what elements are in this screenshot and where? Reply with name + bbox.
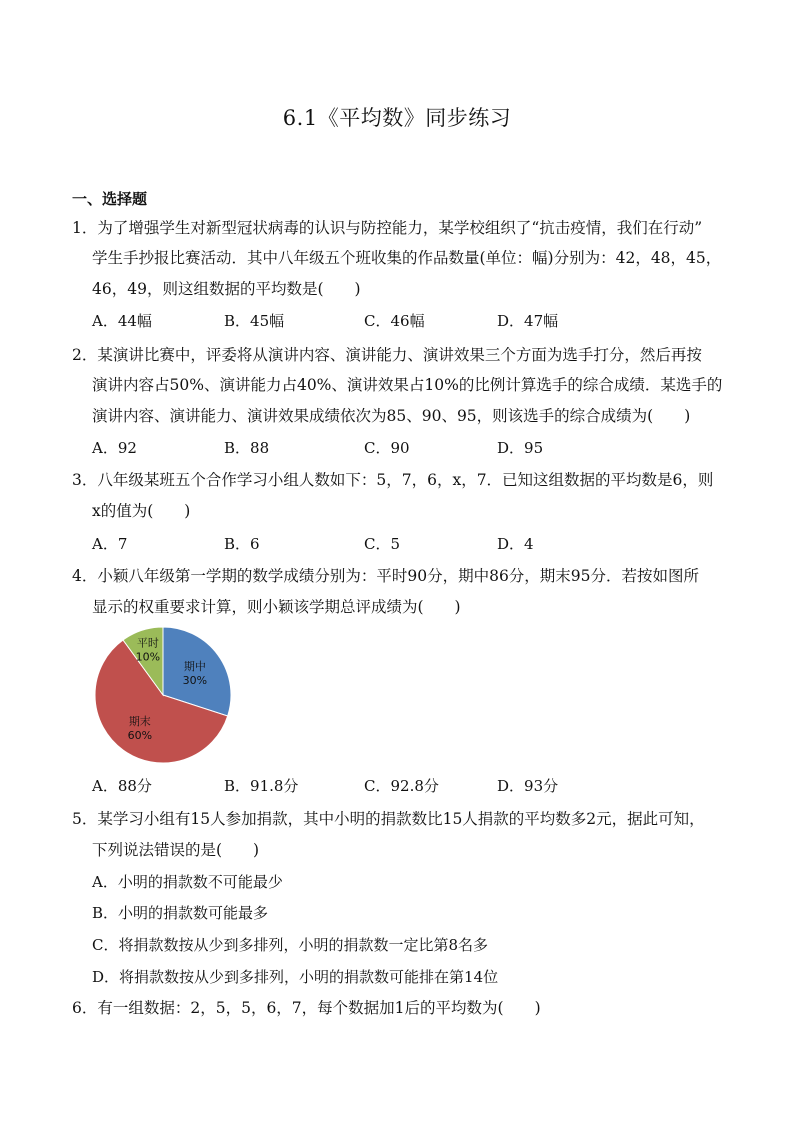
question-2-option-d: D．95 xyxy=(497,439,544,457)
question-1-option-a: A．44幅 xyxy=(92,312,152,330)
question-4-option-c: C．92.8分 xyxy=(364,777,439,795)
weight-pie-chart xyxy=(92,624,234,766)
pie-slice-label: 期中 xyxy=(183,659,206,673)
question-2-option-b: B．88 xyxy=(224,439,270,457)
pie-slice-label: 期末 xyxy=(128,714,151,728)
question-3-option-a: A．7 xyxy=(92,535,128,553)
question-1-line-1: 1．为了增强学生对新型冠状病毒的认识与防控能力，某学校组织了“抗击疫情，我们在行动” xyxy=(72,219,703,237)
question-5-option-a: A．小明的捐款数不可能最少 xyxy=(92,873,283,891)
question-4-line-2: 显示的权重要求计算，则小颖该学期总评成绩为( ) xyxy=(92,598,461,616)
pie-slice-percent: 10% xyxy=(135,650,161,664)
page-title: 6.1《平均数》同步练习 xyxy=(282,106,512,130)
question-1-line-2: 学生手抄报比赛活动．其中八年级五个班收集的作品数量(单位：幅)分别为：42，48，45， xyxy=(92,249,722,267)
question-3-option-d: D．4 xyxy=(497,535,534,553)
question-6-line-1: 6．有一组数据：2，5，5，6，7，每个数据加1后的平均数为( ) xyxy=(72,999,541,1017)
question-2-line-2: 演讲内容占50%、演讲能力占40%、演讲效果占10%的比例计算选手的综合成绩．某选手的 xyxy=(92,376,723,394)
question-4-option-d: D．93分 xyxy=(497,777,559,795)
question-3-line-2: x的值为( ) xyxy=(92,502,191,520)
question-4-option-b: B．91.8分 xyxy=(224,777,299,795)
question-5-option-b: B．小明的捐款数可能最多 xyxy=(92,904,269,922)
pie-slice-percent: 30% xyxy=(182,673,208,687)
question-5-option-d: D．将捐款数按从少到多排列，小明的捐款数可能排在第14位 xyxy=(92,968,499,986)
question-3-option-c: C．5 xyxy=(364,535,401,553)
question-1-line-3: 46，49，则这组数据的平均数是( ) xyxy=(92,280,361,298)
question-2-line-1: 2．某演讲比赛中，评委将从演讲内容、演讲能力、演讲效果三个方面为选手打分，然后再按 xyxy=(72,346,702,364)
question-2-option-a: A．92 xyxy=(92,439,137,457)
question-1-option-d: D．47幅 xyxy=(497,312,559,330)
question-4-option-a: A．88分 xyxy=(92,777,152,795)
question-2-line-3: 演讲内容、演讲能力、演讲效果成绩依次为85、90、95，则该选手的综合成绩为( ) xyxy=(92,407,691,425)
question-5-option-c: C．将捐款数按从少到多排列，小明的捐款数一定比第8名多 xyxy=(92,936,489,954)
question-3-line-1: 3．八年级某班五个合作学习小组人数如下：5，7，6，x，7．已知这组数据的平均数是6，则 xyxy=(72,471,714,489)
question-2-option-c: C．90 xyxy=(364,439,410,457)
pie-slice-label: 平时 xyxy=(136,636,159,650)
question-1-option-b: B．45幅 xyxy=(224,312,285,330)
question-1-option-c: C．46幅 xyxy=(364,312,425,330)
question-3-option-b: B．6 xyxy=(224,535,260,553)
pie-slice-percent: 60% xyxy=(127,728,153,742)
question-5-line-1: 5．某学习小组有15人参加捐款，其中小明的捐款数比15人捐款的平均数多2元，据此可知， xyxy=(72,810,705,828)
section-heading: 一、选择题 xyxy=(72,190,148,208)
question-4-line-1: 4．小颖八年级第一学期的数学成绩分别为：平时90分，期中86分，期末95分．若按如图所 xyxy=(72,567,700,585)
question-5-line-2: 下列说法错误的是( ) xyxy=(92,841,260,859)
